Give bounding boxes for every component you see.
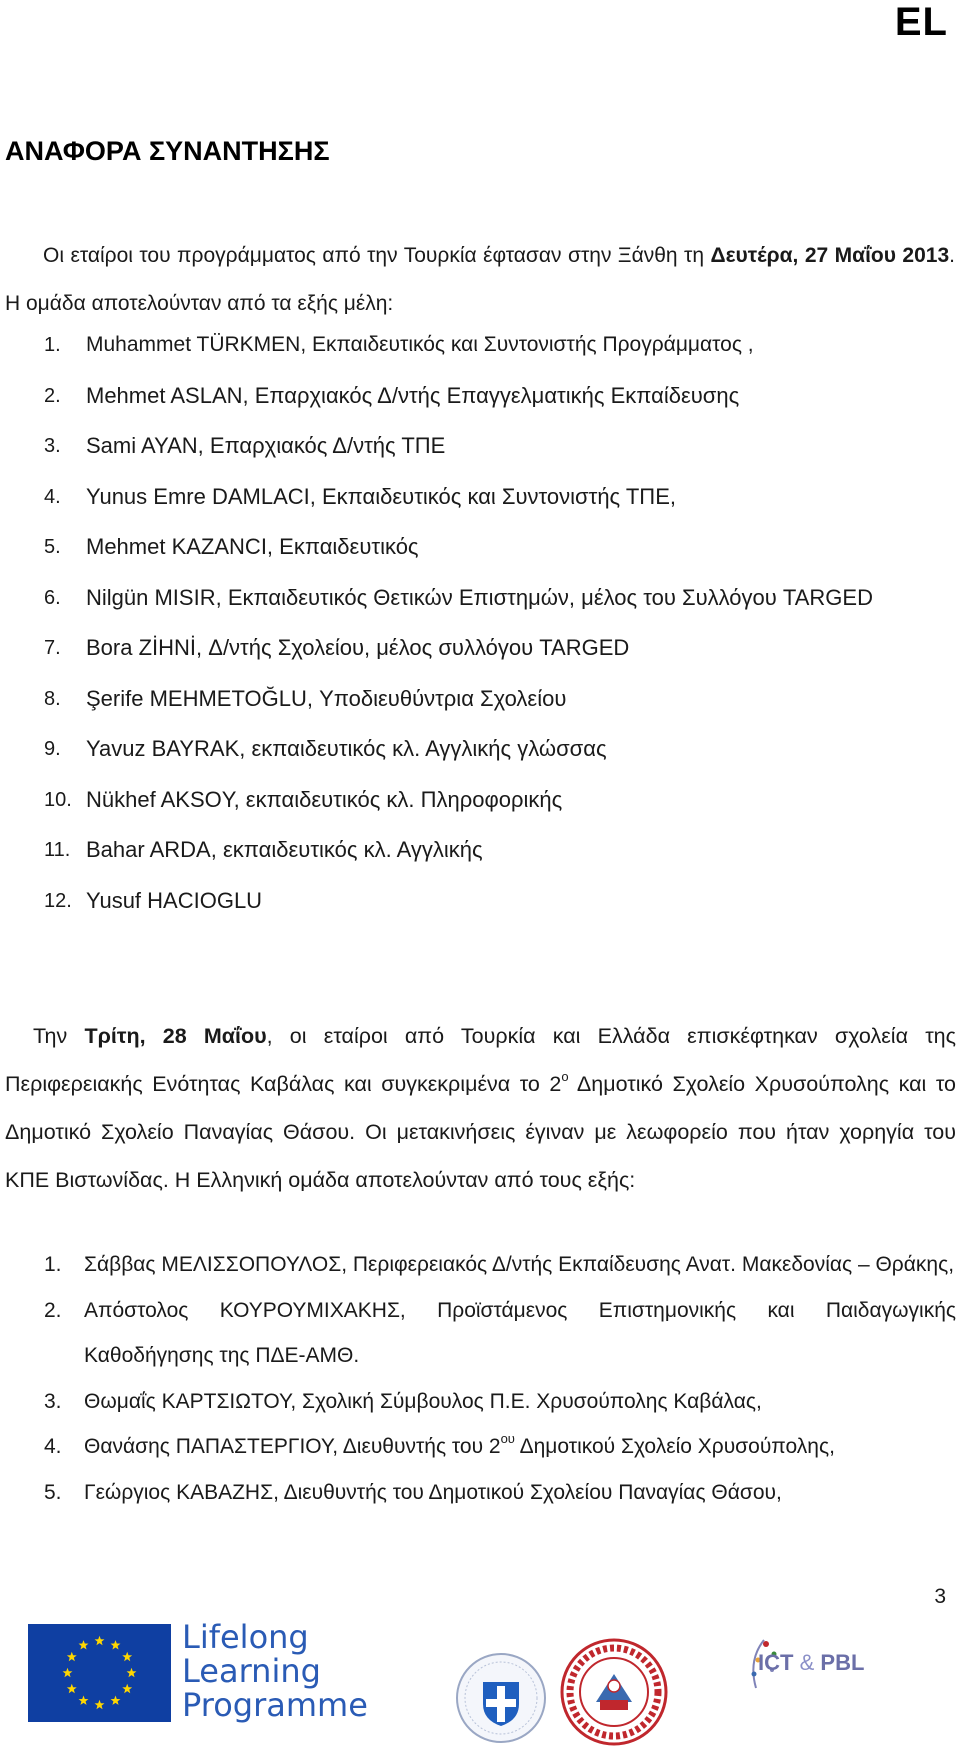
ordinal-sup: ου <box>500 1431 515 1446</box>
member-text: Θανάσης ΠΑΠΑΣΤΕΡΓΙΟΥ, Διευθυντής του 2 <box>84 1435 501 1458</box>
visit-text-end: Δημοτικό Σχολείο Χρυσούπολης και το Δημοτικό Σχολείο Παναγίας Θάσου. Οι μετακινήσεις έγιναν με λεωφορείο που ήταν χορηγία του ΚΠΕ Βιστωνίδας. Η Ελληνική ομάδα αποτελούνταν από τους εξής: <box>5 1072 956 1192</box>
member-text: Bahar ARDA, εκπαιδευτικός κλ. Αγγλικής <box>86 837 483 862</box>
eu-star-icon <box>95 1700 105 1709</box>
eu-star-icon <box>67 1684 77 1693</box>
eu-star-icon <box>95 1636 105 1645</box>
member-text: Mehmet ASLAN, Επαρχιακός Δ/ντής Επαγγελματικής Εκπαίδευσης <box>86 382 740 408</box>
language-tag: EL <box>894 0 948 44</box>
list-item <box>38 371 898 422</box>
eu-star-icon <box>111 1640 121 1649</box>
list-item <box>38 674 898 725</box>
list-number: 10. <box>44 788 72 811</box>
eu-star-icon <box>111 1696 121 1705</box>
footer-logos <box>0 1610 960 1758</box>
list-number: 8. <box>44 687 61 710</box>
list-item <box>38 825 898 876</box>
eu-stars-icon <box>28 1624 171 1722</box>
list-number: 1. <box>44 334 61 356</box>
member-text: Şerife MEHMETOĞLU, Υποδιευθύντρια Σχολείου <box>86 685 567 711</box>
member-text: Yavuz BAYRAK, εκπαιδευτικός κλ. Αγγλικής γλώσσας <box>86 736 607 761</box>
member-text: Απόστολος ΚΟΥΡΟΥΜΙΧΑΚΗΣ, Προϊστάμενος Επιστημονικής και Παιδαγωγικής Καθοδήγησης της ΠΔΕ-ΑΜΘ. <box>84 1298 956 1367</box>
visit-text-mid: , οι εταίροι από Τουρκία και Ελλάδα επισκέφτηκαν σχολεία της Περιφερειακής Ενότητας Καβάλας και συγκεκριμένα το 2 <box>5 1024 957 1096</box>
ict-label: ICT <box>758 1650 794 1675</box>
member-text: Γεώργιος ΚΑΒΑΖΗΣ, Διευθυντής του Δημοτικού Σχολείου Παναγίας Θάσου, <box>84 1480 782 1504</box>
member-text: Bora ZİHNİ, Δ/ντής Σχολείου, μέλος συλλόγου TARGED <box>86 635 630 660</box>
member-text: Nilgün MISIR, Εκπαιδευτικός Θετικών Επιστημών, μέλος του Συλλόγου TARGED <box>86 584 873 610</box>
list-item <box>44 1424 956 1470</box>
list-number: 12. <box>44 889 72 912</box>
llp-line: Learning <box>182 1652 321 1690</box>
intro-text-end: . Η ομάδα αποτελούνταν από τα εξής μέλη: <box>5 244 955 315</box>
list-item <box>38 775 898 826</box>
list-item <box>38 320 898 371</box>
list-item <box>38 876 898 927</box>
pbl-label: PBL <box>820 1650 865 1675</box>
member-text: Yunus Emre DAMLACI, Εκπαιδευτικός και Συντονιστής ΤΠΕ, <box>86 483 676 509</box>
list-number: 7. <box>44 637 61 659</box>
list-item <box>38 522 898 573</box>
list-number: 6. <box>44 586 61 609</box>
eu-star-icon <box>63 1668 73 1677</box>
list-item <box>44 1242 956 1288</box>
eu-star-icon <box>67 1652 77 1661</box>
eu-star-icon <box>79 1696 89 1705</box>
list-item <box>38 573 898 624</box>
member-text: Yusuf HACIOGLU <box>86 887 263 913</box>
list-item <box>38 623 898 674</box>
eu-star-icon <box>79 1640 89 1649</box>
list-number: 1. <box>44 1253 62 1276</box>
member-text: Mehmet KAZANCI, Εκπαιδευτικός <box>86 534 419 559</box>
list-item <box>44 1470 956 1516</box>
member-text-end: Δημοτικού Σχολείο Χρυσούπολης, <box>514 1435 835 1458</box>
list-number: 5. <box>44 536 61 558</box>
llp-logo <box>182 1620 368 1722</box>
member-text: Σάββας ΜΕΛΙΣΣΟΠΟΥΛΟΣ, Περιφερειακός Δ/ντής Εκπαίδευσης Ανατ. Μακεδονίας – Θράκης, <box>84 1253 955 1276</box>
eu-flag-icon <box>28 1624 171 1722</box>
list-number: 9. <box>44 738 61 760</box>
list-number: 11. <box>44 839 71 861</box>
eu-star-icon <box>122 1652 132 1661</box>
llp-line: Programme <box>182 1686 368 1724</box>
list-number: 3. <box>44 435 61 457</box>
eu-star-icon <box>127 1668 137 1677</box>
list-number: 3. <box>44 1389 62 1413</box>
list-number: 2. <box>44 1298 62 1322</box>
member-text: Muhammet TÜRKMEN, Εκπαιδευτικός και Συντονιστής Προγράμματος , <box>86 333 754 356</box>
list-item <box>44 1288 956 1379</box>
member-text: Sami AYAN, Επαρχιακός Δ/ντής ΤΠΕ <box>86 433 446 458</box>
intro-date: Δευτέρα, 27 Μαΐου 2013 <box>710 244 950 267</box>
visit-date: Τρίτη, 28 Μαΐου <box>84 1024 267 1048</box>
ict-pbl-text <box>758 1650 864 1676</box>
trabzon-directorate-seal-icon <box>560 1638 668 1746</box>
visit-text: Την <box>33 1024 85 1048</box>
intro-paragraph <box>5 232 955 328</box>
list-number: 5. <box>44 1480 62 1504</box>
list-number: 2. <box>44 384 61 407</box>
member-text: Nükhef AKSOY, εκπαιδευτικός κλ. Πληροφορικής <box>86 786 563 812</box>
llp-line: Lifelong <box>182 1618 309 1656</box>
list-item <box>38 724 898 775</box>
ordinal-sup: ο <box>561 1069 569 1084</box>
greek-ministry-seal-icon <box>455 1652 547 1744</box>
list-number: 4. <box>44 485 61 508</box>
amp-label: & <box>799 1650 815 1675</box>
page-title: ΑΝΑΦΟΡΑ ΣΥΝΑΝΤΗΣΗΣ <box>5 136 330 166</box>
list-item <box>44 1379 956 1425</box>
eu-star-icon <box>122 1684 132 1693</box>
member-text: Θωμαΐς ΚΑΡΤΣΙΩΤΟΥ, Σχολική Σύμβουλος Π.Ε. Χρυσούπολης Καβάλας, <box>84 1389 762 1413</box>
list-item <box>38 421 898 472</box>
intro-text: Οι εταίροι του προγράμματος από την Τουρκία έφτασαν στην Ξάνθη τη <box>43 244 711 267</box>
list-item <box>38 472 898 523</box>
greek-members-list <box>44 1242 956 1515</box>
turkish-members-list <box>38 320 898 926</box>
visit-paragraph <box>5 1012 956 1204</box>
page-number: 3 <box>934 1585 946 1608</box>
list-number: 4. <box>44 1435 62 1458</box>
